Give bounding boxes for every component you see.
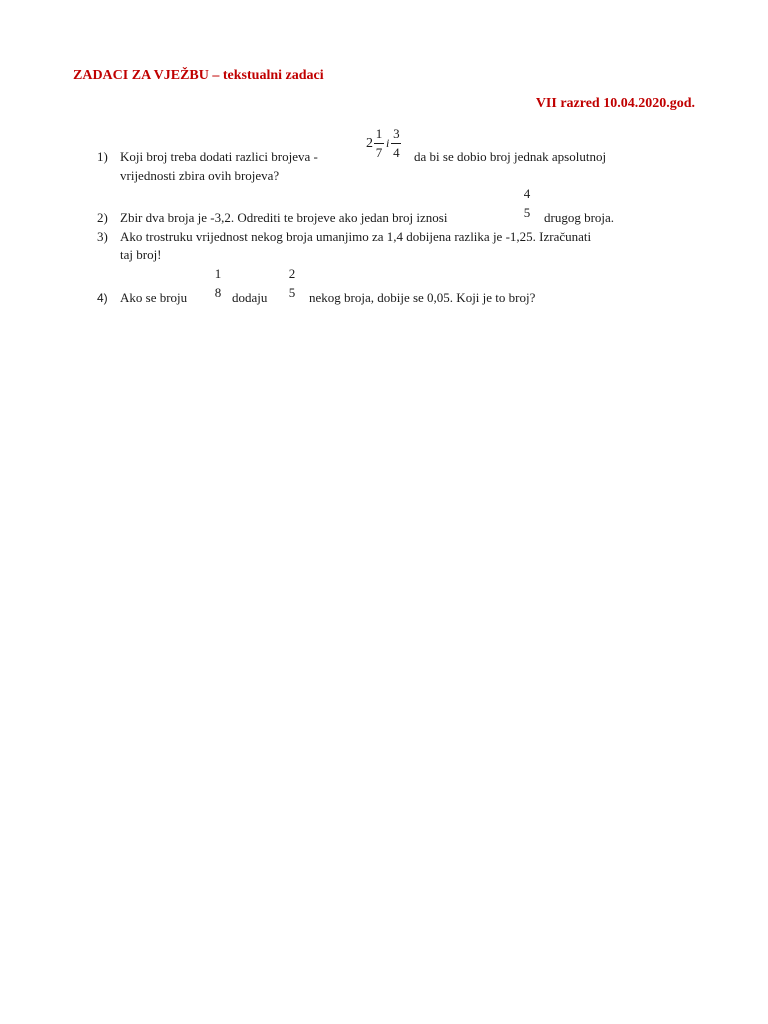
task-1-fraction-2 <box>391 126 401 161</box>
task-1-text-before: Koji broj treba dodati razlici brojeva - <box>120 149 318 164</box>
task-1-fraction-1 <box>374 126 384 161</box>
fraction-bar <box>287 283 297 284</box>
task-1-text-after: da bi se dobio broj jednak apsolutnoj <box>414 149 607 164</box>
task-3-text-line-1: Ako trostruku vrijednost nekog broja umanjimo za 1,4 dobijena razlika je -1,25. Izračunati <box>120 229 592 244</box>
document-subtitle: VII razred 10.04.2020.god. <box>535 96 695 111</box>
task-1-whole: 2 <box>366 135 373 151</box>
task-4-text-a: Ako se broju <box>120 290 188 305</box>
task-4-fraction-1-numerator: 1 <box>214 266 222 281</box>
task-4-text-c: nekog broja, dobije se 0,05. Koji je to broj? <box>309 290 536 305</box>
task-1-fraction-2-denominator: 4 <box>393 145 400 160</box>
task-2-number: 2) <box>97 210 108 225</box>
task-2-fraction <box>522 186 532 221</box>
task-2-text-after: drugog broja. <box>544 210 615 225</box>
fraction-bar <box>213 283 223 284</box>
document-title: ZADACI ZA VJEŽBU – tekstualni zadaci <box>73 68 324 83</box>
task-1-conjunction: i <box>386 136 390 150</box>
task-4-fraction-2-denominator: 5 <box>288 285 296 300</box>
task-4-fraction-1-denominator: 8 <box>214 285 222 300</box>
task-1-fraction-2-numerator: 3 <box>393 126 400 141</box>
task-4-fraction-2 <box>287 266 297 301</box>
fraction-bar <box>391 143 401 144</box>
task-1-fraction-1-denominator: 7 <box>375 145 383 160</box>
task-4-number: 4) <box>97 291 108 305</box>
task-1-text-line-2: vrijednosti zbira ovih brojeva? <box>120 168 280 183</box>
fraction-bar <box>522 203 532 204</box>
task-4-fraction-1 <box>213 266 223 301</box>
task-2-text-before: Zbir dva broja je -3,2. Odrediti te brojeve ako jedan broj iznosi <box>120 210 448 225</box>
task-4-fraction-2-numerator: 2 <box>288 266 296 281</box>
fraction-bar <box>374 143 384 144</box>
task-1-number: 1) <box>97 149 108 164</box>
task-1-mixed-expression <box>366 126 401 161</box>
task-3-number: 3) <box>97 229 108 244</box>
task-2-fraction-numerator: 4 <box>523 186 531 201</box>
task-4-text-b: dodaju <box>232 290 268 305</box>
task-2-fraction-denominator: 5 <box>523 205 531 220</box>
task-1-fraction-1-numerator: 1 <box>375 126 383 141</box>
task-3-text-line-2: taj broj! <box>120 247 162 262</box>
